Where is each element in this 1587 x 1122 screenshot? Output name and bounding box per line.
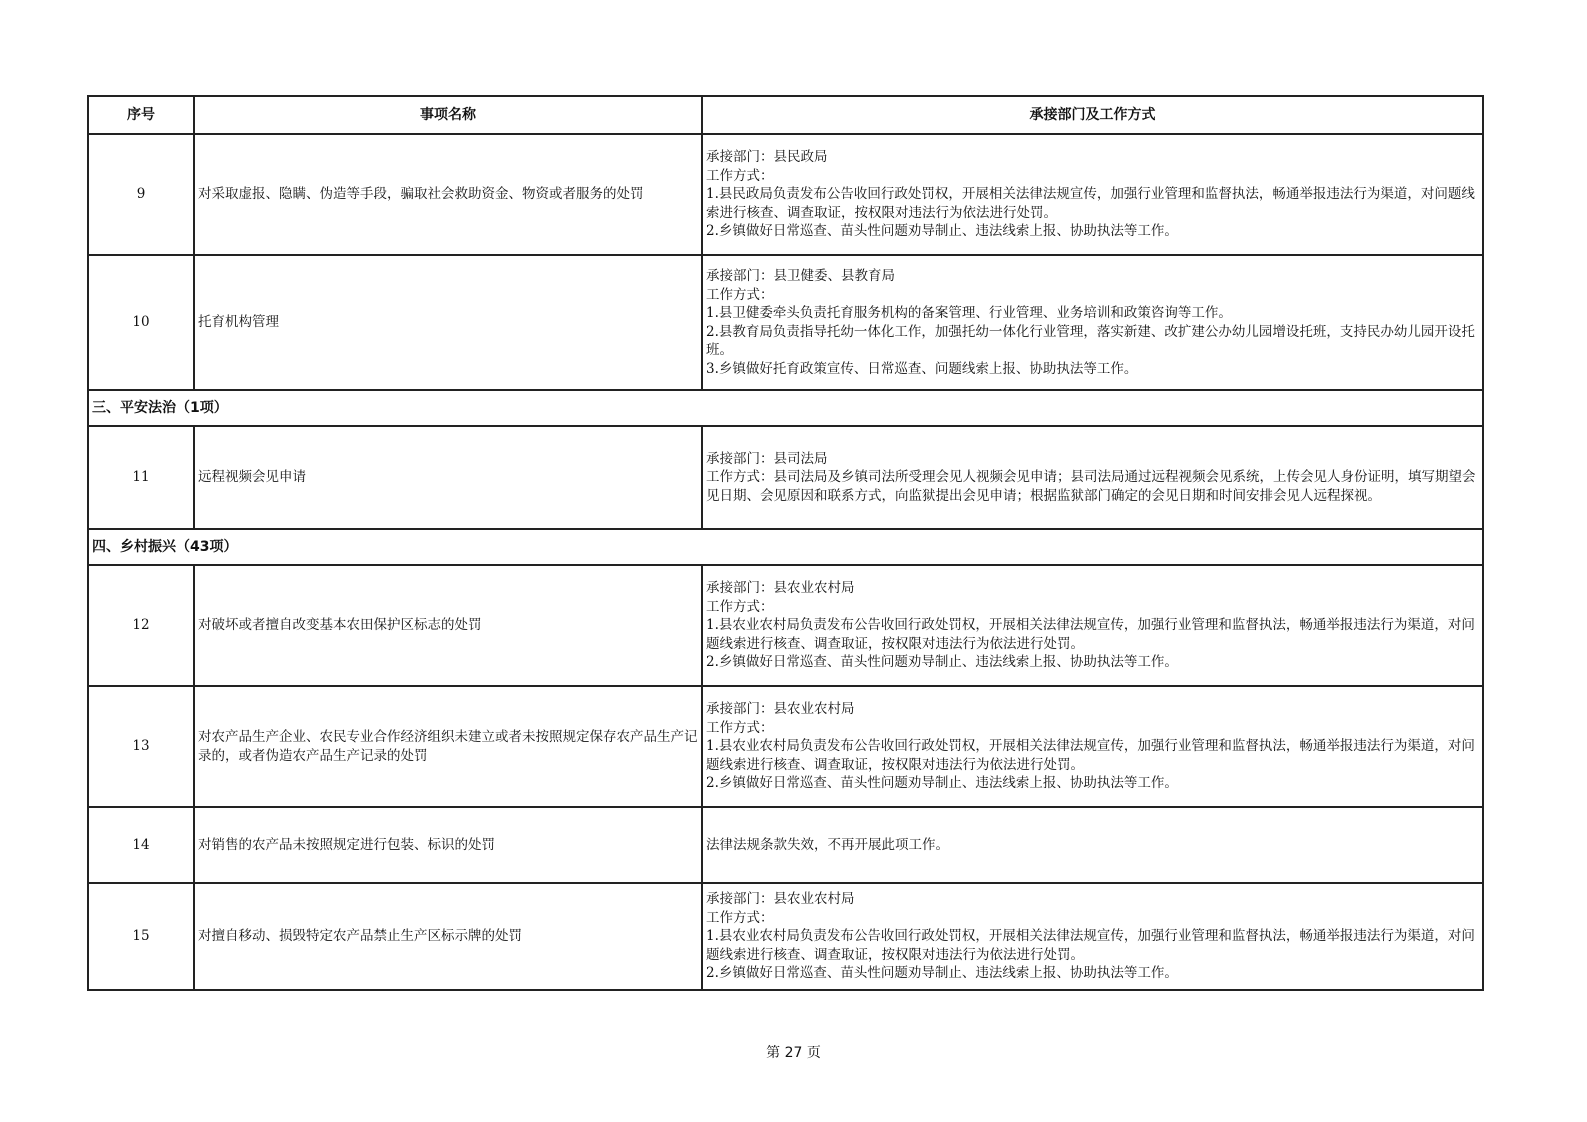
table-row	[88, 883, 1483, 990]
table-row	[88, 565, 1483, 686]
row-index: 10	[88, 255, 194, 390]
section-row	[88, 390, 1483, 426]
section-title: 四、乡村振兴（43项）	[88, 529, 1483, 565]
row-item-name: 对采取虚报、隐瞒、伪造等手段，骗取社会救助资金、物资或者服务的处罚	[194, 134, 702, 255]
page-number: 第 27 页	[766, 1045, 821, 1061]
row-dept-method: 承接部门：县农业农村局 工作方式： 1.县农业农村局负责发布公告收回行政处罚权，开展相关法律法规宣传，加强行业管理和监督执法，畅通举报违法行为渠道，对问题线索进行核查、调查取证，按权限对违法行为依法进行处罚。 2.乡镇做好日常巡查、苗头性问题劝导制止、违法线索上报、协助执法等工作。	[702, 686, 1483, 807]
row-index: 9	[88, 134, 194, 255]
header-index: 序号	[88, 96, 194, 134]
table-row	[88, 426, 1483, 529]
table-row	[88, 686, 1483, 807]
document-table-wrapper	[87, 95, 1482, 991]
row-item-name: 远程视频会见申请	[194, 426, 702, 529]
header-dept-method: 承接部门及工作方式	[702, 96, 1483, 134]
row-index: 11	[88, 426, 194, 529]
row-item-name: 对农产品生产企业、农民专业合作经济组织未建立或者未按照规定保存农产品生产记录的，或者伪造农产品生产记录的处罚	[194, 686, 702, 807]
table-row	[88, 807, 1483, 883]
items-table	[87, 95, 1484, 991]
row-item-name: 对破坏或者擅自改变基本农田保护区标志的处罚	[194, 565, 702, 686]
section-row	[88, 529, 1483, 565]
row-item-name: 托育机构管理	[194, 255, 702, 390]
row-dept-method: 承接部门：县农业农村局 工作方式： 1.县农业农村局负责发布公告收回行政处罚权，开展相关法律法规宣传，加强行业管理和监督执法，畅通举报违法行为渠道，对问题线索进行核查、调查取证，按权限对违法行为依法进行处罚。 2.乡镇做好日常巡查、苗头性问题劝导制止、违法线索上报、协助执法等工作。	[702, 883, 1483, 990]
row-item-name: 对销售的农产品未按照规定进行包装、标识的处罚	[194, 807, 702, 883]
row-item-name: 对擅自移动、损毁特定农产品禁止生产区标示牌的处罚	[194, 883, 702, 990]
section-title: 三、平安法治（1项）	[88, 390, 1483, 426]
table-header-row	[88, 96, 1483, 134]
row-index: 13	[88, 686, 194, 807]
row-dept-method: 法律法规条款失效，不再开展此项工作。	[702, 807, 1483, 883]
table-row	[88, 255, 1483, 390]
row-index: 15	[88, 883, 194, 990]
row-dept-method: 承接部门：县民政局 工作方式： 1.县民政局负责发布公告收回行政处罚权，开展相关法律法规宣传，加强行业管理和监督执法，畅通举报违法行为渠道，对问题线索进行核查、调查取证，按权限对违法行为依法进行处罚。 2.乡镇做好日常巡查、苗头性问题劝导制止、违法线索上报、协助执法等工作。	[702, 134, 1483, 255]
row-index: 14	[88, 807, 194, 883]
header-item-name: 事项名称	[194, 96, 702, 134]
row-index: 12	[88, 565, 194, 686]
row-dept-method: 承接部门：县司法局 工作方式：县司法局及乡镇司法所受理会见人视频会见申请；县司法局通过远程视频会见系统，上传会见人身份证明，填写期望会见日期、会见原因和联系方式，向监狱提出会见申请；根据监狱部门确定的会见日期和时间安排会见人远程探视。	[702, 426, 1483, 529]
row-dept-method: 承接部门：县农业农村局 工作方式： 1.县农业农村局负责发布公告收回行政处罚权，开展相关法律法规宣传，加强行业管理和监督执法，畅通举报违法行为渠道，对问题线索进行核查、调查取证，按权限对违法行为依法进行处罚。 2.乡镇做好日常巡查、苗头性问题劝导制止、违法线索上报、协助执法等工作。	[702, 565, 1483, 686]
table-row	[88, 134, 1483, 255]
row-dept-method: 承接部门：县卫健委、县教育局 工作方式： 1.县卫健委牵头负责托育服务机构的备案管理、行业管理、业务培训和政策咨询等工作。 2.县教育局负责指导托幼一体化工作，加强托幼一体化行业管理，落实新建、改扩建公办幼儿园增设托班，支持民办幼儿园开设托班。 3.乡镇做好托育政策宣传、日常巡查、问题线索上报、协助执法等工作。	[702, 255, 1483, 390]
